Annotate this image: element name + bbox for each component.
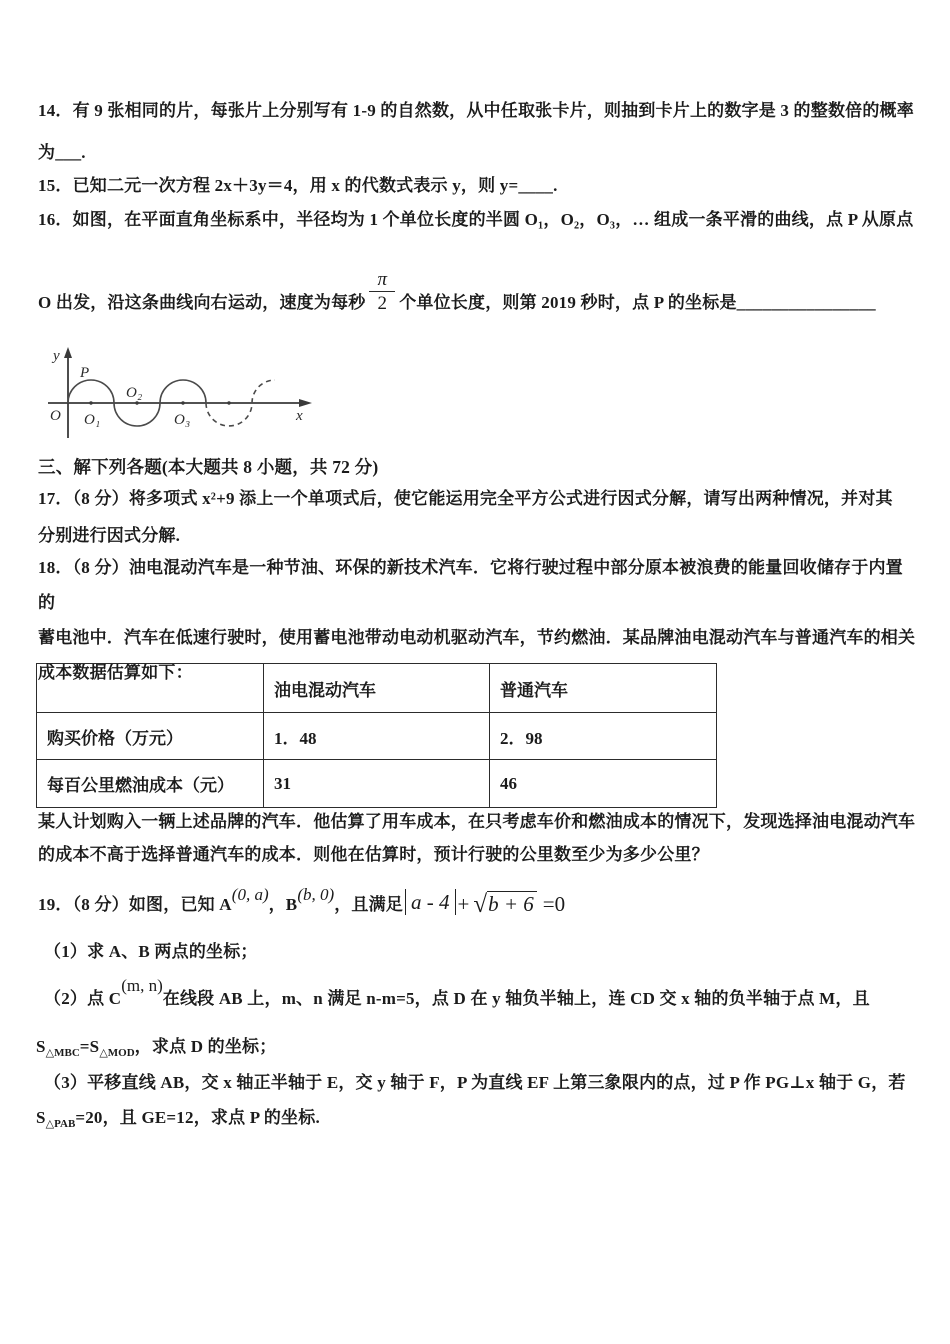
question-16-line2-pre: O 出发，沿这条曲线向右运动，速度为每秒 (38, 293, 366, 312)
figure-label-o: O (50, 408, 62, 424)
question-18-after-line1: 某人计划购入一辆上述品牌的汽车．他估算了用车成本，在只考虑车价和燃油成本的情况下，发现选择油电混动汽车 (38, 812, 916, 831)
question-18-after-line2: 的成本不高于选择普通汽车的成本．则他在估算时，预计行驶的公里数至少为多少公里？ (38, 845, 709, 864)
question-14-line2: 为___. (38, 143, 86, 162)
triangle-mbc-subscript: △MBC (45, 1047, 80, 1059)
question-19-part2 (44, 972, 870, 1010)
figure-label-p: P (80, 365, 90, 381)
table-header-empty (37, 664, 264, 713)
question-14-line1: 14．有 9 张相同的片，每张片上分别写有 1-9 的自然数，从中任取张卡片，则抽到卡片上的数字是 3 的整数倍的概率 (38, 101, 914, 120)
question-19-part1: （1）求 A、B 两点的坐标； (44, 942, 258, 961)
question-16-line2-post: 个单位长度，则第 2019 秒时，点 P 的坐标是________________ (399, 293, 876, 312)
center-dot-o4 (227, 401, 230, 404)
point-b-coordinates: (b, 0) (297, 885, 335, 904)
absolute-value-expression: a - 4 (405, 889, 456, 915)
equals-zero: =0 (542, 892, 566, 916)
figure-label-o2: O₂ (126, 385, 143, 401)
x-axis-arrow-icon (299, 399, 312, 407)
point-a-coordinates: (0, a) (231, 885, 269, 904)
fuel-cost-regular: 46 (490, 760, 717, 808)
question-17-line1: 17．（8 分）将多项式 x²+9 添上一个单项式后，使它能运用完全平方公式进行因式分解，请写出两种情况，并对其 (38, 489, 893, 508)
question-19-intro-text: 19．（8 分）如图，已知 A (38, 895, 232, 914)
plus-sign: + (457, 892, 470, 916)
fraction-denominator: 2 (377, 293, 388, 314)
s-symbol: S (36, 1108, 46, 1127)
figure-label-o1: O₁ (84, 412, 101, 428)
table-header-row (37, 664, 717, 713)
question-16-line1: 16．如图，在平面直角坐标系中，半径均为 1 个单位长度的半圆 O₁，O₂，O₃，… 组成一条平滑的曲线，点 P 从原点 (38, 210, 914, 229)
question-17-line2: 分别进行因式分解. (38, 526, 181, 545)
point-c-coordinates: (m, n) (121, 976, 163, 995)
table-row (37, 760, 717, 808)
triangle-pab-subscript: △PAB (45, 1118, 76, 1130)
table-header-hybrid: 油电混动汽车 (264, 664, 490, 713)
price-regular: 2．98 (490, 713, 717, 760)
section-3-heading: 三、解下列各题(本大题共 8 小题，共 72 分) (38, 457, 379, 477)
question-18-after-table (38, 805, 920, 871)
equals-s-symbol: =S (79, 1037, 100, 1056)
center-dot-o1 (89, 401, 92, 404)
figure-label-o3: O₃ (174, 412, 191, 428)
table-row (37, 713, 717, 760)
fraction-numerator: π (369, 269, 395, 292)
question-15: 15．已知二元一次方程 2x＋3y＝4，用 x 的代数式表示 y，则 y=____. (38, 176, 558, 195)
center-dot-o3 (181, 401, 184, 404)
row-label-fuel-cost: 每百公里燃油成本（元） (37, 760, 264, 808)
question-19-condition-text: ，且满足 (334, 895, 403, 914)
y-axis-arrow-icon (64, 347, 72, 358)
question-16-line2 (38, 266, 876, 314)
s-symbol: S (36, 1037, 46, 1056)
sqrt-content: b + 6 (487, 891, 537, 915)
center-dot-o2 (135, 401, 138, 404)
question-19-part3-line2 (36, 1107, 320, 1131)
question-19-part2-tail: ，求点 D 的坐标； (134, 1037, 277, 1056)
question-18-line2: 蓄电池中．汽车在低速行驶时，使用蓄电池带动电动机驱动汽车，节约燃油．某品牌油电混动汽车与普通汽车的相关 (38, 628, 916, 647)
question-18-line3: 成本数据估算如下： (38, 663, 193, 682)
row-label-price: 购买价格（万元） (37, 713, 264, 760)
semicircle-curve-figure (40, 342, 340, 447)
question-19-part2-continued (36, 1036, 276, 1060)
question-19-intro (38, 878, 565, 916)
question-17 (38, 480, 920, 554)
question-19-part3-tail: =20，且 GE=12，求点 P 的坐标. (75, 1108, 320, 1127)
cost-comparison-table (36, 663, 717, 808)
fuel-cost-hybrid: 31 (264, 760, 490, 808)
question-19-part2-pre: （2）点 C (44, 989, 122, 1008)
radical-sign: √ (473, 891, 488, 918)
price-hybrid: 1．48 (264, 713, 490, 760)
triangle-mod-subscript: △MOD (99, 1047, 135, 1059)
question-19-part3-line1: （3）平移直线 AB，交 x 轴正半轴于 E，交 y 轴于 F，P 为直线 EF 上第三象限内的点，过 P 作 PG⊥x 轴于 G，若 (44, 1073, 906, 1092)
question-14 (38, 90, 920, 174)
question-19-intro-mid: ，B (268, 895, 298, 914)
table-header-regular: 普通汽车 (490, 664, 717, 713)
pi-over-2-fraction (369, 269, 395, 314)
figure-label-y: y (53, 348, 60, 364)
question-18-line1: 18．（8 分）油电混动汽车是一种节油、环保的新技术汽车．它将行驶过程中部分原本被浪费的能量回收储存于内置的 (38, 558, 903, 612)
question-19-part2-post: 在线段 AB 上，m、n 满足 n-m=5，点 D 在 y 轴负半轴上，连 CD 交 x 轴的负半轴于点 M，且 (162, 989, 870, 1008)
figure-label-x: x (296, 408, 303, 424)
